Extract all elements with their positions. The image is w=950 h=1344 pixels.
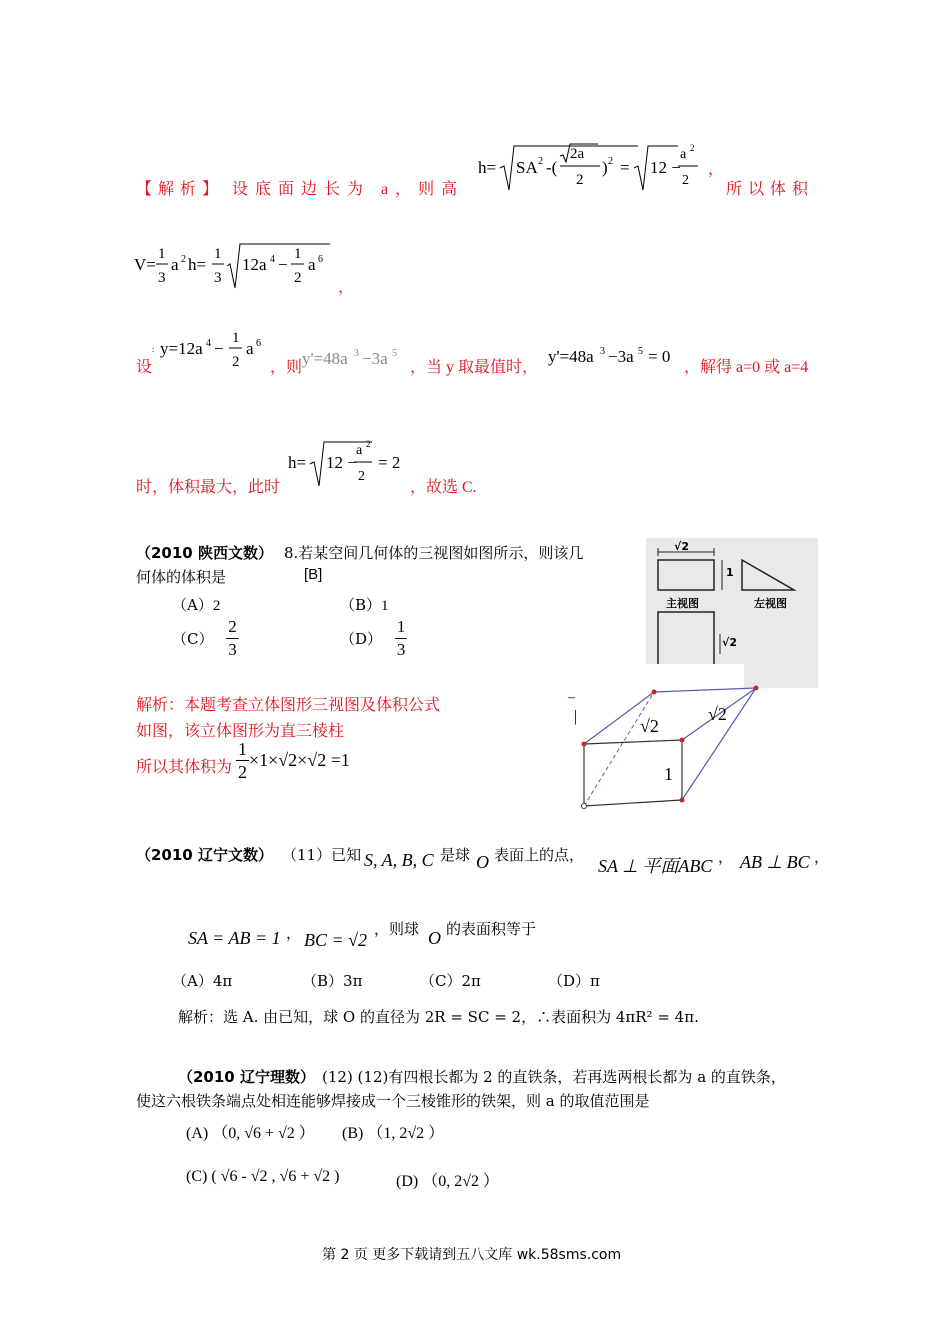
time-text: 时，体积最大，此时 — [136, 479, 281, 496]
svg-text::: : — [152, 345, 155, 354]
svg-text:SA: SA — [516, 158, 538, 177]
q11-cond1: SA ⊥ 平面ABC — [598, 856, 713, 876]
y-formula — [152, 326, 272, 376]
svg-text:5: 5 — [638, 346, 643, 357]
y-prime — [302, 344, 412, 374]
q12-stem2: 使这六根铁条端点处相连能够焊接成一个三棱锥形的铁架，则 a 的取值范围是 — [136, 1092, 650, 1110]
solve-text: ，解得 a=0 或 a=4 — [684, 359, 809, 376]
svg-text:2: 2 — [294, 270, 302, 286]
svg-text:a: a — [171, 255, 179, 274]
svg-text:6: 6 — [256, 338, 261, 349]
q11-sep2: ， — [814, 848, 830, 866]
q11-option-c: （C）2π — [420, 972, 481, 990]
svg-text:1: 1 — [294, 246, 302, 262]
svg-text:3: 3 — [214, 270, 222, 286]
svg-text:a: a — [680, 147, 687, 162]
when-text: ，当 y 取最值时， — [410, 359, 539, 376]
prism-label-b: √2 — [708, 704, 727, 724]
svg-text:2a: 2a — [570, 146, 585, 162]
svg-text:= 2: = 2 — [378, 453, 401, 472]
q8-stem1: 8.若某空间几何体的三视图如图所示，则该几 — [284, 544, 584, 562]
choose-text: ，故选 C. — [410, 479, 477, 496]
q8-option-d: （D） $\frac{1}{3}$ — [340, 617, 406, 659]
left-view-label: 左视图 — [754, 597, 787, 610]
q11-cond3: SA = AB = 1 — [188, 928, 281, 948]
three-view-figure — [646, 538, 818, 688]
svg-text:a: a — [308, 255, 316, 274]
svg-text:3: 3 — [354, 348, 359, 359]
svg-text:1: 1 — [214, 246, 222, 262]
svg-text:6: 6 — [318, 254, 323, 265]
svg-text:5: 5 — [392, 348, 397, 359]
q12-option-c: (C) ( √6 - √2 , √6 + √2 ) — [186, 1168, 340, 1185]
height-result — [288, 436, 410, 492]
svg-text:1: 1 — [232, 330, 240, 346]
height-formula — [478, 138, 700, 198]
svg-text:12 −: 12 − — [326, 453, 357, 472]
volume-formula — [134, 238, 334, 294]
svg-text:−3a: −3a — [362, 349, 388, 368]
q11-ball-o: O — [476, 852, 489, 872]
q8-answer: [B] — [304, 566, 323, 583]
q11-num: （11）已知 — [282, 846, 362, 864]
q8-option-b: （B）1 — [340, 596, 389, 614]
svg-text:-(: -( — [546, 158, 558, 177]
svg-text:1: 1 — [158, 246, 166, 262]
q8-solution-3: 所以其体积为 — [136, 757, 233, 776]
svg-text:3: 3 — [158, 270, 166, 286]
q11-area-eq: 的表面积等于 — [446, 920, 537, 938]
svg-text:h=: h= — [288, 453, 307, 472]
q8-solution-1: 解析：本题考查立体图形三视图及体积公式 — [136, 695, 441, 714]
svg-text:y=12a: y=12a — [160, 339, 203, 358]
svg-text:V=: V= — [134, 255, 156, 274]
svg-text:h=: h= — [188, 255, 207, 274]
svg-text:12a: 12a — [242, 255, 267, 274]
svg-text:h=: h= — [478, 158, 497, 177]
svg-text:2: 2 — [232, 354, 240, 370]
svg-text:2: 2 — [358, 469, 365, 484]
svg-text:4: 4 — [270, 254, 275, 265]
q8-option-a: （A）2 — [172, 596, 221, 614]
prism-figure — [560, 680, 780, 810]
svg-text:y'=48a: y'=48a — [548, 347, 594, 366]
q11-solution: 解析：选 A. 由已知，球 O 的直径为 2R = SC = 2，∴表面积为 4πR² = 4π. — [178, 1008, 699, 1026]
page-footer: 第 2 页 更多下载请到五八文库 wk.58sms.com — [322, 1247, 622, 1263]
svg-text:3: 3 — [600, 346, 605, 357]
front-view-label: 主视图 — [666, 597, 699, 610]
prism-label-c: 1 — [664, 764, 673, 784]
q11-is-on: 是球 — [440, 846, 471, 864]
q11-option-b: （B）3π — [302, 972, 363, 990]
q11-option-a: （A）4π — [172, 972, 233, 990]
dim-top: √2 — [674, 540, 689, 553]
q12-option-b: (B) （1, 2√2 ） — [342, 1125, 445, 1142]
svg-text:2: 2 — [682, 173, 689, 188]
svg-text:4: 4 — [206, 338, 211, 349]
svg-text:a: a — [246, 339, 254, 358]
q8-source: （2010 陕西文数） — [136, 544, 273, 562]
comma-2: ， — [338, 279, 355, 296]
svg-text:−: − — [278, 255, 288, 274]
svg-text:−3a: −3a — [608, 347, 634, 366]
q11-cond2: AB ⊥ BC — [740, 852, 810, 872]
q12-option-a: (A) （0, √6 + √2 ） — [186, 1125, 315, 1142]
q12-source: （2010 辽宁理数） — [178, 1068, 315, 1086]
q11-source: （2010 辽宁文数） — [136, 846, 273, 864]
svg-text:y'=48a: y'=48a — [302, 349, 348, 368]
q11-surface: 表面上的点， — [494, 846, 585, 864]
set-label: 设 — [136, 359, 153, 376]
analysis-text: 设底面边长为 a，则高 — [232, 181, 465, 198]
q12-option-d: (D) （0, 2√2 ） — [396, 1173, 500, 1190]
svg-text:2: 2 — [608, 156, 613, 167]
svg-text:): ) — [602, 158, 608, 177]
q12-stem1: (12) (12)有四根长都为 2 的直铁条，若再选两根长都为 a 的直铁条， — [322, 1068, 786, 1086]
q8-volume-expr: $\frac{1}{2}$ ×1×√2×√2 =1 — [238, 739, 350, 782]
prism-bar: | — [574, 708, 578, 725]
analysis-label: 【解析】 — [136, 181, 225, 198]
svg-text:= 0: = 0 — [648, 347, 671, 366]
q8-stem2: 何体的体积是 — [136, 568, 227, 586]
dim-bottom: √2 — [722, 636, 737, 649]
svg-text:−: − — [214, 339, 224, 358]
q11-cond4: BC = √2 — [304, 930, 368, 950]
q11-sep1: ， — [718, 848, 734, 866]
svg-text:2: 2 — [366, 439, 371, 449]
prism-dash: – — [568, 690, 575, 705]
q11-sep3: ， — [286, 924, 302, 942]
svg-text:=: = — [620, 158, 630, 177]
svg-text:2: 2 — [538, 156, 543, 167]
q8-option-c: （C） $\frac{2}{3}$ — [172, 617, 237, 659]
then-text: ，则 — [270, 359, 303, 376]
y-prime-zero — [548, 342, 688, 372]
svg-text:a: a — [356, 443, 363, 458]
q11-ball-o-2: O — [428, 928, 441, 948]
prism-label-a: √2 — [640, 716, 659, 736]
dim-side: 1 — [726, 566, 734, 579]
q11-then-ball: ，则球 — [374, 920, 420, 938]
svg-text:2: 2 — [690, 143, 695, 153]
so-volume: 所以体积 — [726, 181, 815, 198]
svg-text:2: 2 — [576, 172, 584, 188]
q11-option-d: （D）π — [548, 972, 600, 990]
q11-points: S, A, B, C — [364, 850, 434, 870]
q8-solution-2: 如图，该立体图形为直三棱柱 — [136, 721, 345, 740]
svg-text:12 −: 12 − — [650, 158, 681, 177]
comma-1: ， — [708, 161, 725, 178]
svg-text:2: 2 — [181, 254, 186, 265]
